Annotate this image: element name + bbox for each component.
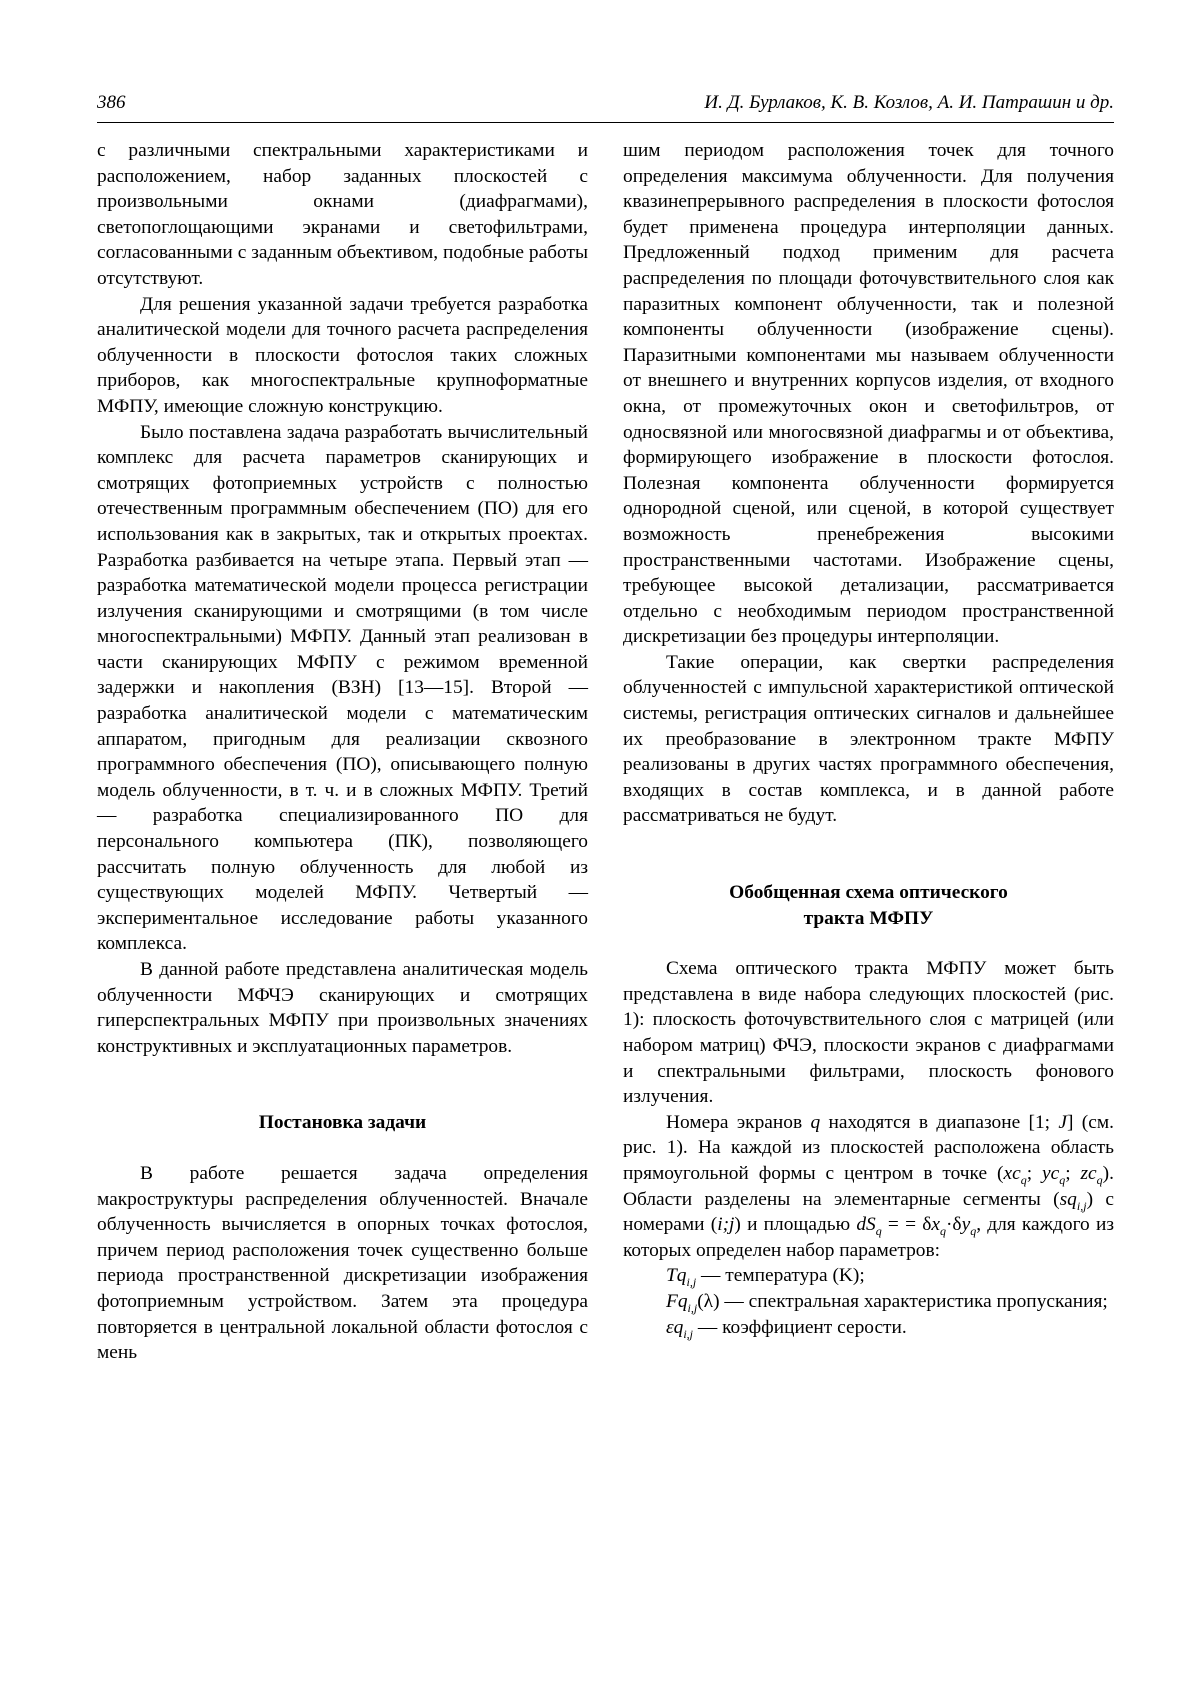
spacer [623, 829, 1114, 880]
paragraph: В работе решается задача определения макроструктуры распределения облученностей. Вначале облученность вычисляется в опорных точках фотослоя, причем период расположения точек существенно больше периода пространственной дискретизации изображения фотоприемным устройством. Затем эта процедура повторяется в центральной локальной области фотослоя с мень [97, 1162, 588, 1364]
paragraph: Для решения указанной задачи требуется разработка аналитической модели для точного расчета распределения облученности в плоскости фотослоя таких сложных приборов, как многоспектральные крупноформатные МФПУ, имеющие сложную конструкцию. [97, 293, 588, 417]
definition-item: $\varepsilon q_{i,j}$ — коэффициент серости. [666, 1316, 907, 1341]
page-header [97, 92, 1114, 123]
paragraph: Было поставлена задача разработать вычислительный комплекс для расчета параметров сканирующих и смотрящих фотоприемных устройств с полностью отечественным программным обеспечением (ПО) для его использования как в закрытых, так и открытых проектах. Разработка разбивается на четыре этапа. Первый этап — разработка математической модели процесса регистрации излучения сканирующими и смотрящими (в том числе многоспектральными) МФПУ. Данный этап реализован в части сканирующих МФПУ с режимом временной задержки и накопления (ВЗН) [13—15]. Второй — разработка аналитической модели с математическим аппаратом, пригодным для реализации сквозного программного обеспечения (ПО), описывающего полную модель облученности, в т. ч. и в сложных МФПУ. Третий — разработка специализированного ПО для персонального компьютера (ПК), позволяющего рассчитать полную облученность для любой из существующих моделей МФПУ. Четвертый — экспериментальное исследование работы указанного комплекса. [97, 421, 588, 955]
definition-item: $Fq_{i,j}(\lambda)$ — спектральная характеристика пропускания; [666, 1290, 1108, 1315]
left-column [97, 138, 588, 1366]
section-heading [623, 880, 1114, 931]
running-authors: И. Д. Бурлаков, К. В. Козлов, А. И. Патрашин и др. [704, 92, 1114, 113]
paragraph: с различными спектральными характеристиками и расположением, набор заданных плоскостей с произвольными окнами (диафрагмами), светопоглощающими экранами и светофильтрами, согласованными с заданным объективом, подобные работы отсутствуют. [97, 140, 588, 289]
heading-line: Обобщенная схема оптического [729, 882, 1008, 904]
paragraph: шим периодом расположения точек для точного определения максимума облученности. Для получения квазинепрерывного распределения в плоскости фотослоя будет применена процедура интерполяции данных. Предложенный подход применим для расчета распределения по площади фоточувствительного слоя как паразитных компонент облученности, так и полезной компоненты облученности (изображение сцены). Паразитными компонентами мы называем облученности от внешнего и внутренних корпусов изделия, от входного окна, от промежуточных окон и светофильтров, от односвязной или многосвязной диафрагмы и от объектива, формирующего изображение в плоскости фотослоя. Полезная компонента облученности формируется однородной сценой, или сценой, в которой существует возможность пренебрежения высокими пространственными частотами. Изображение сцены, требующее высокой детализации, рассматривается отдельно с необходимым периодом пространственной дискретизации без процедуры интерполяции. [623, 140, 1114, 648]
spacer [97, 1059, 588, 1110]
spacer [623, 931, 1114, 956]
paragraph: Схема оптического тракта МФПУ может быть представлена в виде набора следующих плоскостей (рис. 1): плоскость фоточувствительного слоя с матрицей (или набором матриц) ФЧЭ, плоскости экранов с диафрагмами и спектральными фильтрами, плоскость фонового излучения. [623, 958, 1114, 1108]
paragraph: Номера экранов q находятся в диапазоне [1; J] (см. рис. 1). На каждой из плоскостей расположена область прямоугольной формы с центром в точке ($xc_q$; $yc_q$; $zc_q$). Области разделены на элементарные сегменты $(sq_{i,j})$ с номерами (i;j) и площадью $dS_q$ = = $\delta x_q\cdot\delta y_q$, для каждого из которых определен набор параметров: [623, 1111, 1114, 1261]
page-number: 386 [97, 92, 126, 113]
definition-item: $Tq_{i,j}$ — температура (K); [666, 1265, 865, 1290]
right-column [623, 138, 1114, 1340]
section-heading: Постановка задачи [258, 1112, 427, 1134]
heading-line: тракта МФПУ [803, 907, 934, 929]
spacer [97, 1136, 588, 1161]
paragraph: В данной работе представлена аналитическая модель облученности МФЧЭ сканирующих и смотрящих гиперспектральных МФПУ при произвольных значениях конструктивных и эксплуатационных параметров. [97, 959, 588, 1057]
paragraph: Такие операции, как свертки распределения облученностей с импульсной характеристикой оптической системы, регистрация оптических сигналов и дальнейшее их преобразование в электронном тракте МФПУ реализованы в других частях программного обеспечения, входящих в состав комплекса, и в данной работе рассматриваться не будут. [623, 651, 1114, 827]
